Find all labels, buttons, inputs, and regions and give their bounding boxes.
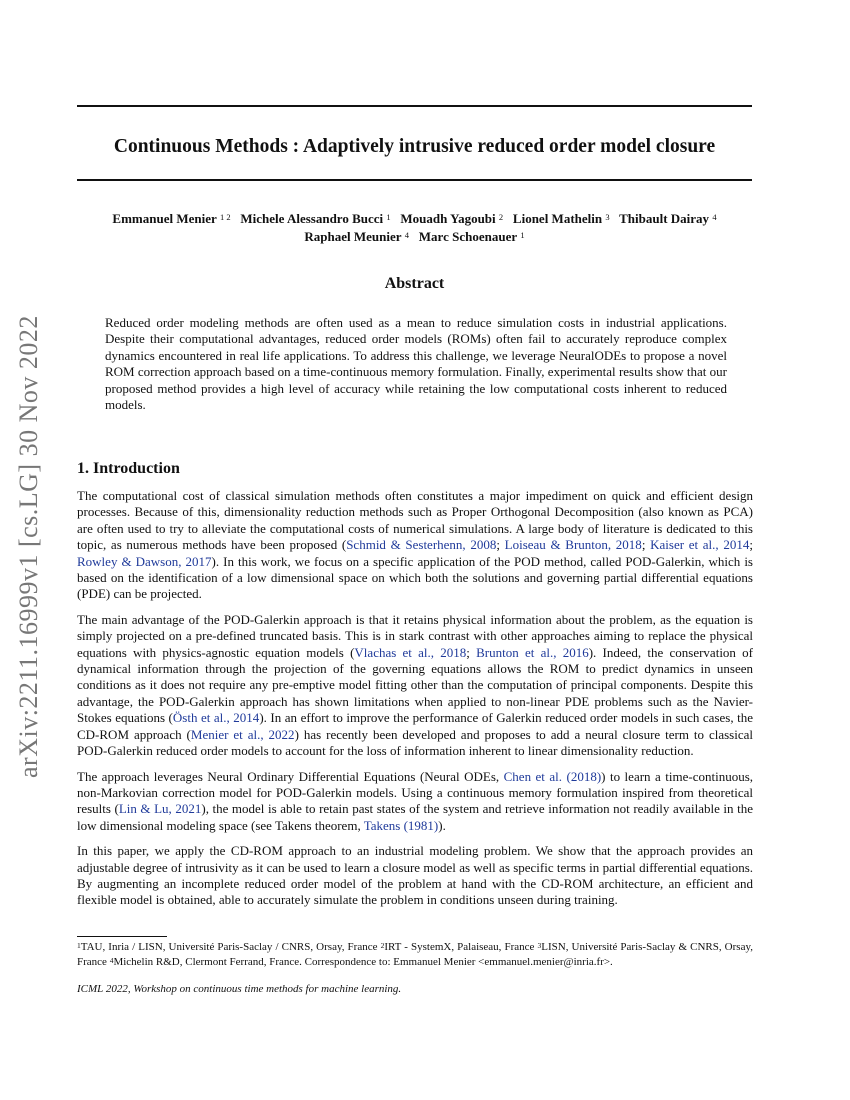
paragraph-text: The computational cost of classical simulation methods often constitutes a major impediment on quick and efficient design processes. Because of this, dimensionality reduction methods such as Proper Orthogonal Decomposition (also known as PCA) are often used to try to alleviate the computational costs of numerical simulations. A large body of literature is dedicated to this topic, as numerous methods have been proposed ( — [77, 488, 753, 553]
paper-title: Continuous Methods : Adaptively intrusive reduced order model closure — [113, 136, 716, 157]
footnote-marker: 1 — [77, 941, 81, 950]
footnote-text: IRT - SystemX, Palaiseau, France — [384, 941, 538, 953]
citation-link[interactable]: Brunton et al., 2016 — [476, 644, 589, 660]
abstract-heading: Abstract — [384, 275, 445, 292]
author-affiliation: 4 — [404, 230, 410, 240]
affiliations-footnote — [77, 940, 753, 969]
author-name: Emmanuel Menier — [112, 211, 217, 226]
footnote-text: TAU, Inria / LISN, Université Paris-Saclay / CNRS, Orsay, France — [80, 941, 381, 953]
citation-link[interactable]: Schmid & Sesterhenn, 2008 — [346, 537, 497, 553]
paragraph — [77, 769, 753, 835]
author-affiliation: 2 — [498, 212, 504, 222]
citation-link[interactable]: Vlachas et al., 2018 — [354, 644, 467, 660]
author-name: Michele Alessandro Bucci — [240, 211, 384, 226]
citation-link[interactable]: Kaiser et al., 2014 — [650, 537, 750, 553]
paragraph-text: ). Indeed, the conservation of dynamical information through the projection of the governing equations allows the ROM to predict dynamics in unseen conditions as it does not require any pre-emptive model fitting other than the computation of principal components. Despite this advantage, the POD-Galerkin approach has shown limitations when applied to non-linear PDE problems such as the Navier-Stokes equations ( — [77, 644, 753, 726]
author-name: Lionel Mathelin — [512, 211, 603, 226]
footnote-marker: 4 — [109, 955, 114, 965]
footnote-text: Michelin R&D, Clermont Ferrand, France. Correspondence to: Emmanuel Menier <emmanuel.menier@inria.fr>. — [113, 955, 613, 968]
author-name: Marc Schoenauer — [418, 229, 518, 244]
citation-separator: ; — [749, 537, 753, 553]
paragraph-text: ). In an effort to improve the performance of Galerkin reduced order models in such cases, the CD-ROM approach ( — [77, 710, 754, 742]
author-name: Mouadh Yagoubi — [400, 211, 496, 226]
paragraph — [77, 612, 753, 760]
footnote-text: LISN, Université Paris-Saclay & CNRS, Orsay, France — [77, 941, 753, 968]
citation-link[interactable]: Loiseau & Brunton, 2018 — [504, 537, 642, 553]
paragraph-text: The main advantage of the POD-Galerkin approach is that it retains physical information about the problem, as the equation is simply projected on a pre-defined truncated basis. This is in stark contrast with other approaches aiming to replace the physical equations with physics-agnostic equation models ( — [77, 611, 753, 660]
author-affiliation: 4 — [712, 212, 717, 222]
citation-link[interactable]: Menier et al., 2022 — [190, 726, 295, 742]
section-heading-introduction: 1. Introduction — [77, 460, 180, 477]
citation-separator: ; — [466, 644, 477, 660]
footnote-marker: 3 — [537, 941, 542, 950]
citation-separator: ; — [496, 537, 505, 553]
citation-link[interactable]: Östh et al., 2014 — [172, 710, 260, 726]
paragraph-text: ), the model is able to retain past states of the system and retrieve information not readily available in the low dimensional modeling space (see Takens theorem, — [77, 801, 753, 833]
paragraph-text: ) to learn a time-continuous, non-Markovian correction model for POD-Galerkin models. Using a continuous memory formulation inspired from theoretical results ( — [77, 768, 753, 817]
abstract-text: Reduced order modeling methods are often used as a mean to reduce simulation costs in industrial applications. Despite their computational advantages, reduced order models (ROMs) often fail to accurately reproduce complex dynamics encountered in real life applications. To address this challenge, we leverage NeuralODEs to propose a novel ROM correction approach based on a time-continuous memory formulation. Finally, experimental results show that our proposed method provides a high level of accuracy while retaining the low computational costs inherent to reduced models. — [105, 315, 727, 413]
paragraph: In this paper, we apply the CD-ROM approach to an industrial modeling problem. We show that the approach provides an adjustable degree of intrusivity as it can be used to learn a closure model as well as specific terms in partial differential equations. By augmenting an incomplete reduced order model of the problem at hand with the CD-ROM architecture, an efficient and flexible model is obtained, able to accurately simulate the problem in conditions unseen during training. — [77, 843, 753, 908]
footnote-rule — [77, 936, 167, 937]
citation-link[interactable]: Lin & Lu, 2021 — [118, 801, 202, 817]
citation-separator: ; — [641, 537, 651, 553]
title-top-rule — [77, 105, 752, 107]
footnote-marker: 2 — [380, 941, 385, 950]
author-affiliation: 1 2 — [220, 212, 231, 222]
paragraph — [77, 488, 753, 603]
paragraph-text: ) has recently been developed and proposes to add a neural closure term to classical POD-Galerkin reduced order models to account for the loss of information inherent to linear dimensionality reduction. — [77, 726, 753, 759]
author-name: Raphael Meunier — [304, 229, 402, 244]
citation-link[interactable]: Chen et al. (2018) — [503, 768, 602, 784]
paragraph-text: ). — [438, 817, 446, 833]
arxiv-stamp: arXiv:2211.16999v1 [cs.LG] 30 Nov 2022 — [14, 315, 43, 778]
author-affiliation: 3 — [605, 212, 610, 222]
venue-note: ICML 2022, Workshop on continuous time methods for machine learning. — [77, 983, 402, 995]
author-affiliation: 1 — [386, 212, 391, 222]
author-affiliation: 1 — [520, 230, 525, 240]
author-name: Thibault Dairay — [619, 211, 710, 226]
introduction-body — [77, 488, 753, 918]
author-list — [77, 210, 752, 246]
paragraph-text: The approach leverages Neural Ordinary Differential Equations (Neural ODEs, — [77, 768, 504, 784]
citation-link[interactable]: Takens (1981) — [363, 817, 439, 833]
paragraph-text: ). In this work, we focus on a specific application of the POD method, called POD-Galerkin, which is based on the identification of a low dimensional space on which both the solutions and governing partial differential equations (PDE) can be projected. — [77, 553, 753, 602]
citation-link[interactable]: Rowley & Dawson, 2017 — [77, 553, 212, 569]
title-bottom-rule — [77, 179, 752, 181]
